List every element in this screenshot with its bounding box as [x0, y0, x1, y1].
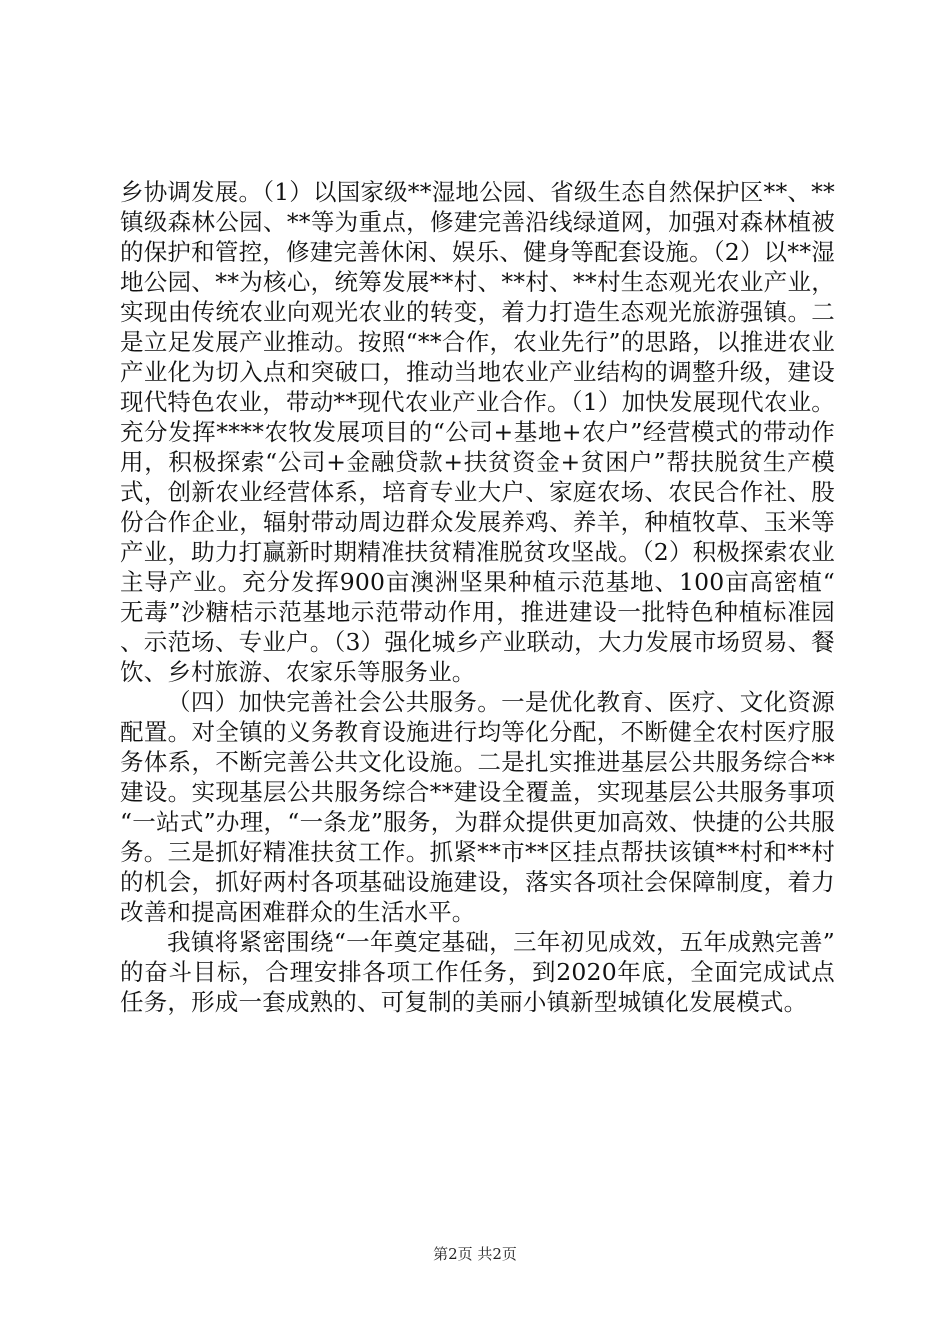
page-number-footer: 第2页 共2页 [433, 1245, 517, 1263]
document-body [120, 177, 835, 1017]
paragraph-public-services: （四）加快完善社会公共服务。一是优化教育、医疗、文化资源配置。对全镇的义务教育设施进行均等化分配，不断健全农村医疗服务体系，不断完善公共文化设施。二是扎实推进基层公共服务综合**建设。实现基层公共服务综合**建设全覆盖，实现基层公共服务事项“一站式”办理，“一条龙”服务，为群众提供更加高效、快捷的公共服务。三是抓好精准扶贫工作。抓紧**市**区挂点帮扶该镇**村和**村的机会，抓好两村各项基础设施建设，落实各项社会保障制度，着力改善和提高困难群众的生活水平。 [120, 688, 835, 926]
paragraph-goals: 我镇将紧密围绕“一年奠定基础，三年初见成效，五年成熟完善”的奋斗目标，合理安排各项工作任务，到2020年底，全面完成试点任务，形成一套成熟的、可复制的美丽小镇新型城镇化发展模式。 [120, 928, 835, 1016]
paragraph-agriculture: 乡协调发展。（1）以国家级**湿地公园、省级生态自然保护区**、**镇级森林公园、**等为重点，修建完善沿线绿道网，加强对森林植被的保护和管控，修建完善休闲、娱乐、健身等配套设施。（2）以**湿地公园、**为核心，统筹发展**村、**村、**村生态观光农业产业，实现由传统农业向观光农业的转变，着力打造生态观光旅游强镇。二是立足发展产业推动。按照“**合作，农业先行”的思路，以推进农业产业化为切入点和突破口，推动当地农业产业结构的调整升级，建设现代特色农业，带动**现代农业产业合作。（1）加快发展现代农业。充分发挥****农牧发展项目的“公司+基地+农户”经营模式的带动作用，积极探索“公司+金融贷款+扶贫资金+贫困户”帮扶脱贫生产模式，创新农业经营体系，培育专业大户、家庭农场、农民合作社、股份合作企业，辐射带动周边群众发展养鸡、养羊，种植牧草、玉米等产业，助力打赢新时期精准扶贫精准脱贫攻坚战。（2）积极探索农业主导产业。充分发挥900亩澳洲坚果种植示范基地、100亩高密植“无毒”沙糖桔示范基地示范带动作用，推进建设一批特色种植标准园、示范场、专业户。（3）强化城乡产业联动，大力发展市场贸易、餐饮、乡村旅游、农家乐等服务业。 [120, 178, 836, 686]
